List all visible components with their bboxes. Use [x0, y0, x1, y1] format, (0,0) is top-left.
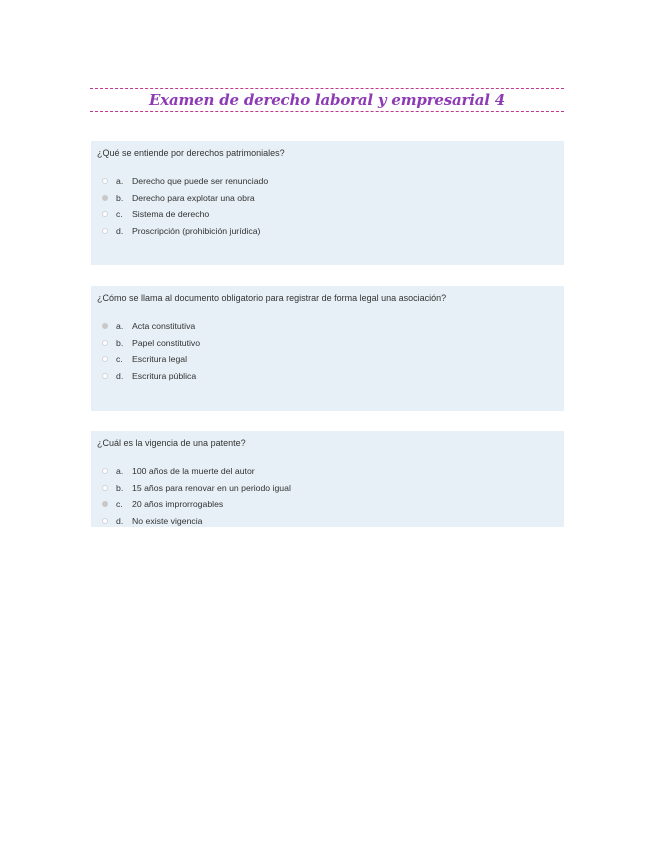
question-card-1	[91, 141, 564, 265]
answer-label: Papel constitutivo	[132, 337, 201, 348]
answer-option-b[interactable]	[97, 190, 558, 207]
radio-button[interactable]	[102, 211, 108, 217]
answer-letter: d.	[116, 515, 124, 526]
answer-letter: c.	[116, 354, 123, 365]
radio-button[interactable]	[102, 178, 108, 184]
answer-letter: c.	[116, 209, 123, 220]
answer-option-c[interactable]	[97, 496, 558, 513]
question-card-3	[91, 431, 564, 527]
answer-label: 100 años de la muerte del autor	[132, 466, 255, 477]
answer-label: Escritura pública	[132, 370, 197, 381]
radio-button[interactable]	[102, 373, 108, 379]
answer-letter: b.	[116, 337, 124, 348]
answer-option-b[interactable]	[97, 335, 558, 352]
question-card-2	[91, 286, 564, 411]
radio-button[interactable]	[102, 518, 108, 524]
answer-option-d[interactable]	[97, 368, 558, 385]
answer-list	[97, 173, 558, 239]
radio-button-selected[interactable]	[102, 195, 108, 201]
answer-option-a[interactable]	[97, 463, 558, 480]
answer-label: Acta constitutiva	[132, 321, 196, 332]
document-title: Examen de derecho laboral y empresarial 4	[148, 91, 506, 109]
radio-button[interactable]	[102, 485, 108, 491]
answer-label: Derecho para explotar una obra	[132, 192, 255, 203]
answer-list	[97, 318, 558, 384]
radio-button-selected[interactable]	[102, 501, 108, 507]
answer-letter: a.	[116, 176, 124, 187]
answer-option-c[interactable]	[97, 351, 558, 368]
answer-label: Escritura legal	[132, 354, 188, 365]
radio-button[interactable]	[102, 228, 108, 234]
answer-label: 15 años para renovar en un periodo igual	[132, 482, 291, 493]
answer-label: 20 años improrrogables	[132, 499, 224, 510]
answer-option-a[interactable]	[97, 318, 558, 335]
answer-list	[97, 463, 558, 529]
document-title-block	[90, 88, 564, 112]
answer-label: No existe vigencia	[132, 515, 203, 526]
answer-letter: a.	[116, 321, 124, 332]
answer-label: Sistema de derecho	[132, 209, 210, 220]
answer-label: Proscripción (prohibición jurídica)	[132, 225, 261, 236]
radio-button[interactable]	[102, 340, 108, 346]
radio-button[interactable]	[102, 356, 108, 362]
answer-letter: d.	[116, 225, 124, 236]
question-text: ¿Cómo se llama al documento obligatorio para registrar de forma legal una asociación?	[97, 293, 447, 303]
answer-option-d[interactable]	[97, 513, 558, 530]
answer-letter: b.	[116, 192, 124, 203]
radio-button-selected[interactable]	[102, 323, 108, 329]
answer-letter: c.	[116, 499, 123, 510]
answer-letter: b.	[116, 482, 124, 493]
answer-letter: d.	[116, 370, 124, 381]
answer-option-b[interactable]	[97, 480, 558, 497]
question-text: ¿Cuál es la vigencia de una patente?	[97, 438, 246, 448]
answer-letter: a.	[116, 466, 124, 477]
question-text: ¿Qué se entiende por derechos patrimoniales?	[97, 148, 285, 158]
answer-label: Derecho que puede ser renunciado	[132, 176, 269, 187]
answer-option-a[interactable]	[97, 173, 558, 190]
answer-option-c[interactable]	[97, 206, 558, 223]
radio-button[interactable]	[102, 468, 108, 474]
answer-option-d[interactable]	[97, 223, 558, 240]
